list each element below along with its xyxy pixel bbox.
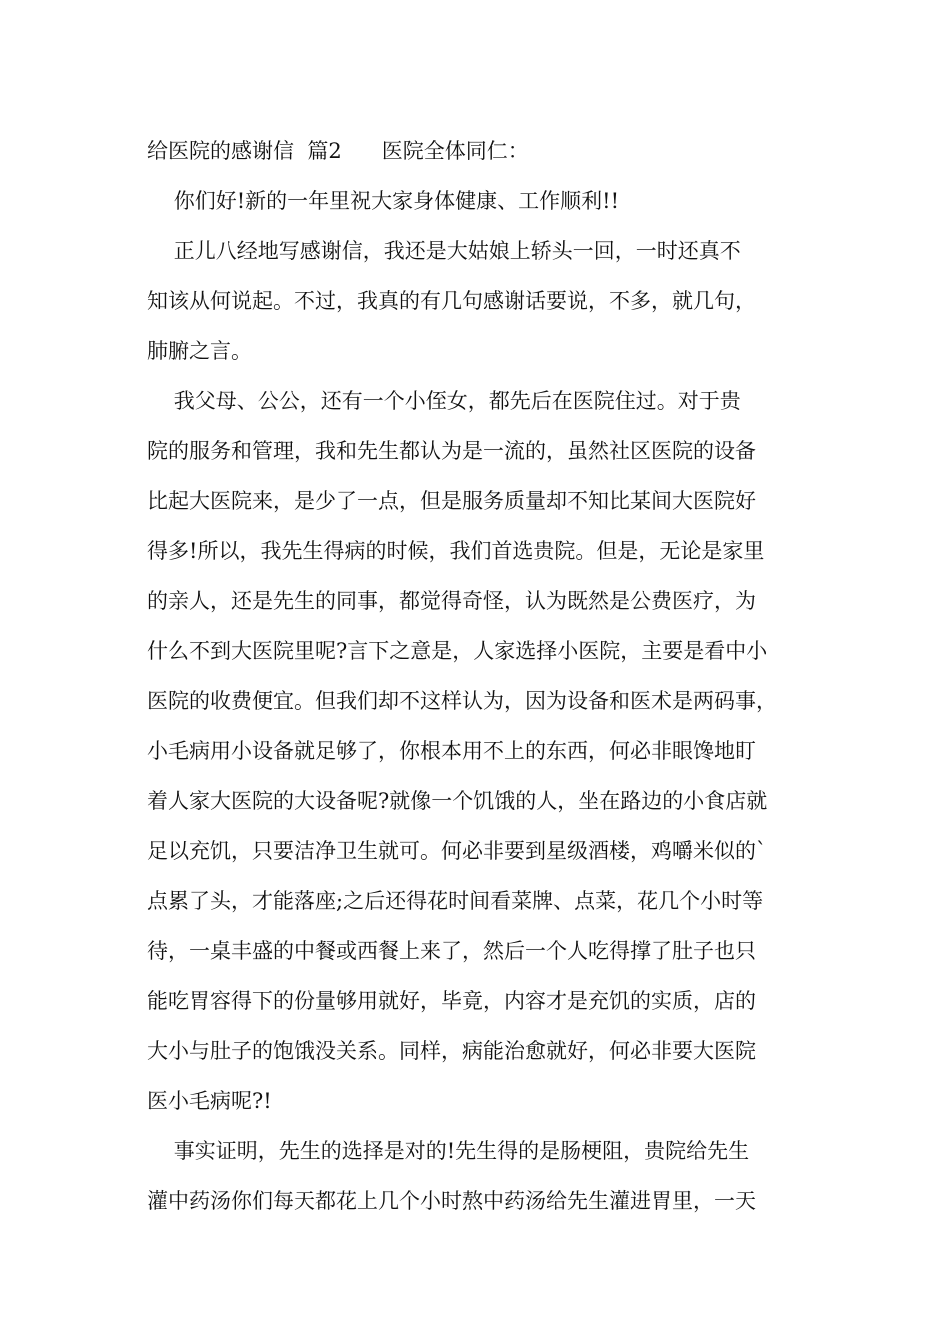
text-line: 得多!所以，我先生得病的时候，我们首选贵院。但是，无论是家里 xyxy=(147,539,765,563)
text-line: 小毛病用小设备就足够了，你根本用不上的东西，何必非眼馋地盯 xyxy=(147,739,756,763)
text-line: 知该从何说起。不过，我真的有几句感谢话要说，不多，就几句， xyxy=(147,289,756,313)
text-line: 待，一桌丰盛的中餐或西餐上来了，然后一个人吃得撑了肚子也只 xyxy=(147,939,756,963)
text-line: 足以充饥，只要洁净卫生就可。何必非要到星级酒楼，鸡嚼米似的` xyxy=(147,839,767,863)
text-line: 什么不到大医院里呢?言下之意是，人家选择小医院，主要是看中小 xyxy=(147,639,768,663)
text-line: 医小毛病呢?! xyxy=(147,1089,272,1113)
text-line: 点累了头，才能落座;之后还得花时间看菜牌、点菜，花几个小时等 xyxy=(147,889,764,913)
text-line: 灌中药汤你们每天都花上几个小时熬中药汤给先生灌进胃里，一天 xyxy=(147,1189,756,1213)
text-line: 比起大医院来，是少了一点，但是服务质量却不知比某间大医院好 xyxy=(147,489,756,513)
text-line: 能吃胃容得下的份量够用就好，毕竟，内容才是充饥的实质，店的 xyxy=(147,989,756,1013)
text-line: 医院的收费便宜。但我们却不这样认为，因为设备和医术是两码事， xyxy=(147,689,777,713)
text-line: 你们好!新的一年里祝大家身体健康、工作顺利!! xyxy=(147,189,620,213)
text-line: 大小与肚子的饱饿没关系。同样，病能治愈就好，何必非要大医院 xyxy=(147,1039,756,1063)
text-line: 我父母、公公，还有一个小侄女，都先后在医院住过。对于贵 xyxy=(147,389,741,413)
text-line: 正儿八经地写感谢信，我还是大姑娘上轿头一回，一时还真不 xyxy=(147,239,741,263)
text-line: 院的服务和管理，我和先生都认为是一流的，虽然社区医院的设备 xyxy=(147,439,756,463)
text-line: 肺腑之言。 xyxy=(147,339,252,363)
text-line: 着人家大医院的大设备呢?就像一个饥饿的人，坐在路边的小食店就 xyxy=(147,789,768,813)
text-line: 事实证明，先生的选择是对的!先生得的是肠梗阻，贵院给先生 xyxy=(147,1139,750,1163)
text-line: 的亲人，还是先生的同事，都觉得奇怪，认为既然是公费医疗，为 xyxy=(147,589,756,613)
document-heading: 给医院的感谢信 篇2 医院全体同仁： xyxy=(147,139,529,163)
